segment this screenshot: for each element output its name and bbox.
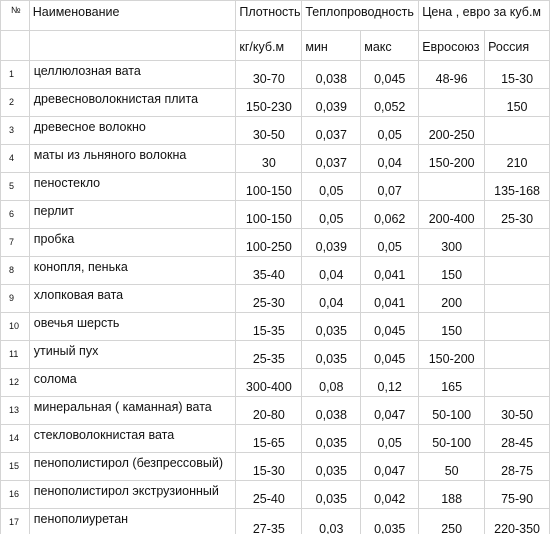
conductivity-max: 0,12 <box>361 369 419 397</box>
material-name: минеральная ( каманная) вата <box>29 397 236 425</box>
row-number: 17 <box>1 509 30 534</box>
price-ru <box>485 341 550 369</box>
conductivity-min: 0,039 <box>302 89 361 117</box>
material-name: конопля, пенька <box>29 257 236 285</box>
row-number: 15 <box>1 453 30 481</box>
cond-max-label: макс <box>361 31 419 61</box>
density-value: 15-65 <box>236 425 302 453</box>
row-number: 6 <box>1 201 30 229</box>
table-row <box>1 509 550 534</box>
conductivity-max: 0,07 <box>361 173 419 201</box>
density-value: 30-70 <box>236 61 302 89</box>
header-price: Цена , евро за куб.м <box>419 1 550 31</box>
material-name: овечья шерсть <box>29 313 236 341</box>
price-ru <box>485 257 550 285</box>
conductivity-max: 0,035 <box>361 509 419 534</box>
price-eu: 150 <box>419 257 485 285</box>
density-value: 25-40 <box>236 481 302 509</box>
table-row <box>1 229 550 257</box>
price-ru <box>485 229 550 257</box>
header-conductivity: Теплопроводность <box>302 1 419 31</box>
table-row <box>1 201 550 229</box>
row-number: 4 <box>1 145 30 173</box>
header-row <box>1 1 550 31</box>
table-row <box>1 285 550 313</box>
price-ru: 75-90 <box>485 481 550 509</box>
price-ru: 30-50 <box>485 397 550 425</box>
header-no: № <box>1 1 30 31</box>
table-row <box>1 145 550 173</box>
conductivity-max: 0,052 <box>361 89 419 117</box>
price-eu: 50-100 <box>419 425 485 453</box>
row-number: 8 <box>1 257 30 285</box>
row-number: 3 <box>1 117 30 145</box>
conductivity-max: 0,062 <box>361 201 419 229</box>
price-eu: 200-250 <box>419 117 485 145</box>
conductivity-min: 0,035 <box>302 453 361 481</box>
conductivity-min: 0,05 <box>302 201 361 229</box>
price-ru <box>485 369 550 397</box>
conductivity-min: 0,04 <box>302 257 361 285</box>
conductivity-max: 0,05 <box>361 229 419 257</box>
price-eu: 50-100 <box>419 397 485 425</box>
price-ru: 135-168 <box>485 173 550 201</box>
table-row <box>1 425 550 453</box>
price-eu: 300 <box>419 229 485 257</box>
material-name: пенополиуретан <box>29 509 236 534</box>
table-row <box>1 257 550 285</box>
subheader-row <box>1 31 550 61</box>
row-number: 11 <box>1 341 30 369</box>
conductivity-min: 0,038 <box>302 61 361 89</box>
density-value: 100-250 <box>236 229 302 257</box>
conductivity-max: 0,047 <box>361 397 419 425</box>
conductivity-max: 0,041 <box>361 285 419 313</box>
table-row <box>1 173 550 201</box>
conductivity-min: 0,035 <box>302 313 361 341</box>
price-ru: 220-350 <box>485 509 550 534</box>
density-value: 25-35 <box>236 341 302 369</box>
material-name: стекловолокнистая вата <box>29 425 236 453</box>
material-name: перлит <box>29 201 236 229</box>
conductivity-max: 0,045 <box>361 61 419 89</box>
price-ru: 150 <box>485 89 550 117</box>
price-eu: 250 <box>419 509 485 534</box>
table-row <box>1 117 550 145</box>
conductivity-min: 0,035 <box>302 481 361 509</box>
price-ru: 25-30 <box>485 201 550 229</box>
price-ru-label: Россия <box>485 31 550 61</box>
table-row <box>1 313 550 341</box>
material-name: пробка <box>29 229 236 257</box>
table-row <box>1 61 550 89</box>
price-ru <box>485 117 550 145</box>
row-number: 12 <box>1 369 30 397</box>
material-name: хлопковая вата <box>29 285 236 313</box>
density-value: 300-400 <box>236 369 302 397</box>
price-eu: 150-200 <box>419 145 485 173</box>
price-ru <box>485 285 550 313</box>
price-ru: 210 <box>485 145 550 173</box>
row-number: 10 <box>1 313 30 341</box>
price-eu: 50 <box>419 453 485 481</box>
row-number: 1 <box>1 61 30 89</box>
conductivity-max: 0,05 <box>361 425 419 453</box>
table-row <box>1 89 550 117</box>
price-ru: 15-30 <box>485 61 550 89</box>
conductivity-max: 0,047 <box>361 453 419 481</box>
conductivity-max: 0,045 <box>361 341 419 369</box>
table-row <box>1 397 550 425</box>
density-value: 25-30 <box>236 285 302 313</box>
price-eu-label: Евросоюз <box>419 31 485 61</box>
material-name: древесное волокно <box>29 117 236 145</box>
table-row <box>1 453 550 481</box>
density-value: 15-35 <box>236 313 302 341</box>
table-row <box>1 341 550 369</box>
density-value: 150-230 <box>236 89 302 117</box>
density-value: 15-30 <box>236 453 302 481</box>
price-eu: 165 <box>419 369 485 397</box>
material-name: древесноволокнистая плита <box>29 89 236 117</box>
density-value: 20-80 <box>236 397 302 425</box>
price-eu: 188 <box>419 481 485 509</box>
price-ru <box>485 313 550 341</box>
density-value: 27-35 <box>236 509 302 534</box>
row-number: 9 <box>1 285 30 313</box>
conductivity-min: 0,037 <box>302 117 361 145</box>
row-number: 7 <box>1 229 30 257</box>
header-name: Наименование <box>29 1 236 31</box>
conductivity-min: 0,04 <box>302 285 361 313</box>
density-value: 100-150 <box>236 201 302 229</box>
row-number: 14 <box>1 425 30 453</box>
density-value: 30-50 <box>236 117 302 145</box>
price-eu: 200-400 <box>419 201 485 229</box>
conductivity-min: 0,03 <box>302 509 361 534</box>
price-eu: 200 <box>419 285 485 313</box>
price-eu: 150 <box>419 313 485 341</box>
row-number: 13 <box>1 397 30 425</box>
cond-min-label: мин <box>302 31 361 61</box>
conductivity-max: 0,04 <box>361 145 419 173</box>
density-unit: кг/куб.м <box>236 31 302 61</box>
conductivity-min: 0,038 <box>302 397 361 425</box>
row-number: 2 <box>1 89 30 117</box>
conductivity-min: 0,035 <box>302 425 361 453</box>
density-value: 100-150 <box>236 173 302 201</box>
conductivity-min: 0,08 <box>302 369 361 397</box>
row-number: 5 <box>1 173 30 201</box>
material-name: пеностекло <box>29 173 236 201</box>
material-name: целлюлозная вата <box>29 61 236 89</box>
material-name: утиный пух <box>29 341 236 369</box>
conductivity-min: 0,035 <box>302 341 361 369</box>
conductivity-min: 0,05 <box>302 173 361 201</box>
conductivity-max: 0,05 <box>361 117 419 145</box>
table-row <box>1 481 550 509</box>
conductivity-max: 0,041 <box>361 257 419 285</box>
table-row <box>1 369 550 397</box>
price-ru: 28-75 <box>485 453 550 481</box>
price-ru: 28-45 <box>485 425 550 453</box>
price-eu: 150-200 <box>419 341 485 369</box>
material-name: пенополистирол экструзионный <box>29 481 236 509</box>
conductivity-min: 0,039 <box>302 229 361 257</box>
price-eu <box>419 173 485 201</box>
price-eu: 48-96 <box>419 61 485 89</box>
conductivity-min: 0,037 <box>302 145 361 173</box>
conductivity-max: 0,045 <box>361 313 419 341</box>
header-density: Плотность <box>236 1 302 31</box>
material-name: пенополистирол (безпрессовый) <box>29 453 236 481</box>
density-value: 35-40 <box>236 257 302 285</box>
conductivity-max: 0,042 <box>361 481 419 509</box>
material-name: маты из льняного волокна <box>29 145 236 173</box>
density-value: 30 <box>236 145 302 173</box>
price-eu <box>419 89 485 117</box>
row-number: 16 <box>1 481 30 509</box>
material-name: солома <box>29 369 236 397</box>
